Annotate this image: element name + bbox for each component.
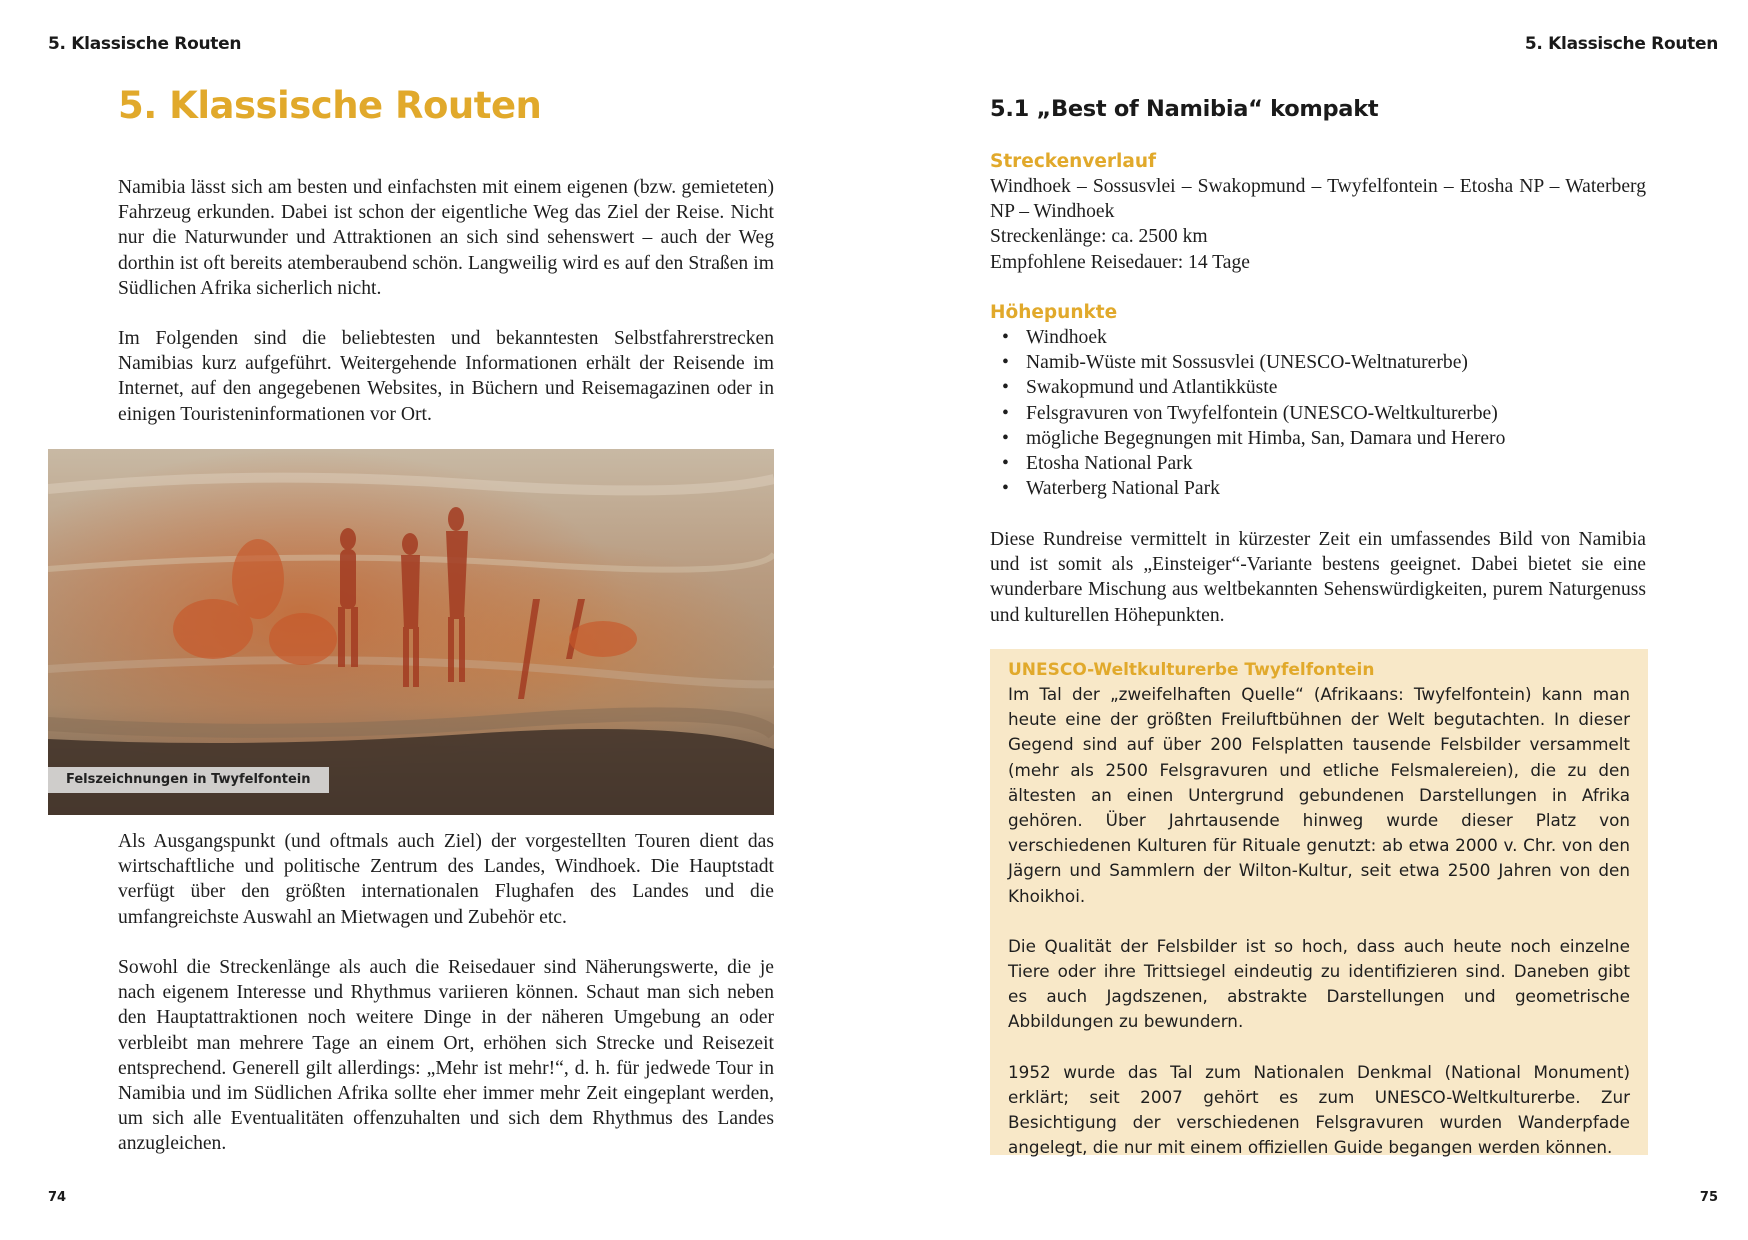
starting-point-paragraph: Als Ausgangspunkt (und oftmals auch Ziel) der vorgestellten Touren dient das wirtschaftliche und politische Zentrum des Landes, Windhoek. Die Hauptstadt verfügt über den größten internationalen Flughafen des Landes und die umfangreichste Auswahl an Mietwagen und Zubehör etc.	[118, 831, 774, 928]
list-item: • Waterberg National Park	[990, 476, 1646, 501]
running-head-left: 5. Klassische Routen	[48, 34, 242, 54]
highlights-heading: Höhepunkte	[990, 302, 1118, 323]
route-text: Windhoek – Sossusvlei – Swakopmund – Twyfelfontein – Etosha NP – Waterberg NP – Windhoek	[990, 176, 1646, 223]
page-number-right: 75	[1699, 1190, 1718, 1205]
list-item: • Felsgravuren von Twyfelfontein (UNESCO-Weltkulturerbe)	[990, 401, 1646, 426]
approximation-paragraph: Sowohl die Streckenlänge als auch die Reisedauer sind Näherungswerte, die je nach eigenem Interesse und Rhythmus variieren können. Schaut man sich neben den Hauptattraktionen noch weitere Dinge in der näheren Umgebung an oder verbleibt man mehrere Tage an einem Ort, erhöhen sich Strecke und Reisezeit entsprechend. Generell gilt allerdings: „Mehr ist mehr!“, d. h. für jedwede Tour in Namibia und im Südlichen Afrika sollte eher immer mehr Zeit eingeplant werden, um sich alle Eventualitäten offenzuhalten und sich dem Rhythmus des Landes anzugleichen.	[118, 957, 774, 1155]
rock-art-photo	[48, 449, 774, 815]
info-paragraph: 1952 wurde das Tal zum Nationalen Denkmal (National Monument) erklärt; seit 2007 gehört es zum UNESCO-Weltkulturerbe. Zur Besichtigung der verschiedenen Felsgravuren wurden Wanderpfade angelegt, die nur mit einem offiziellen Guide begangen werden können.	[1008, 1061, 1630, 1158]
info-paragraph: Im Tal der „zweifelhaften Quelle“ (Afrikaans: Twyfelfontein) kann man heute eine der größten Freiluftbühnen der Welt begutachten. In dieser Gegend sind auf über 200 Felsplatten tausende Felsbilder versammelt (mehr als 2500 Felsgravuren und etliche Felsmalereien), die zu den ältesten an einen Untergrund gebundenen Darstellungen in Afrika gehören. Über Jahrtausende hinweg wurde dieser Platz von verschiedenen Kulturen für Rituale genutzt: ab etwa 2000 v. Chr. von den Jägern und Sammlern der Wilton-Kultur, seit etwa 2500 Jahren von den Khoikhoi.	[1008, 684, 1630, 906]
info-paragraph: Die Qualität der Felsbilder ist so hoch, dass auch heute noch einzelne Tiere oder ihre Trittsiegel eindeutig zu identifizieren sind. Daneben gibt es auch Jagdszenen, abstrakte Darstellungen und geometrische Abbildungen zu bewundern.	[1008, 935, 1630, 1032]
running-head-right: 5. Klassische Routen	[1524, 34, 1718, 54]
route-length: Streckenlänge: ca. 2500 km	[990, 226, 1208, 248]
info-box-title: UNESCO-Weltkulturerbe Twyfelfontein	[1008, 660, 1375, 680]
list-item: • Etosha National Park	[990, 451, 1646, 476]
photo-caption: Felszeichnungen in Twyfelfontein	[48, 767, 329, 793]
list-item: • mögliche Begegnungen mit Himba, San, Damara und Herero	[990, 426, 1646, 451]
list-item: • Windhoek	[990, 325, 1646, 350]
rock-painting-image	[48, 449, 774, 815]
summary-paragraph: Diese Rundreise vermittelt in kürzester Zeit ein umfassendes Bild von Namibia und ist somit als „Einsteiger“-Variante bestens geeignet. Dabei bietet sie eine wunderbare Mischung aus weltbekannten Sehenswürdigkeiten, purem Naturgenuss und kulturellen Höhepunkten.	[990, 529, 1646, 626]
routes-paragraph: Im Folgenden sind die beliebtesten und bekanntesten Selbstfahrerstrecken Namibias kurz aufgeführt. Weitergehende Informationen erhält der Reisende im Internet, auf den angegebenen Websites, in Büchern und Reisemagazinen oder in einigen Touristeninformationen vor Ort.	[118, 328, 774, 425]
list-item: • Namib-Wüste mit Sossusvlei (UNESCO-Weltnaturerbe)	[990, 350, 1646, 375]
list-item: • Swakopmund und Atlantikküste	[990, 375, 1646, 400]
page-number-left: 74	[48, 1190, 67, 1205]
unesco-info-box	[990, 649, 1648, 1158]
highlights-list	[990, 325, 1646, 501]
section-title: 5.1 „Best of Namibia“ kompakt	[990, 96, 1379, 122]
chapter-title: 5. Klassische Routen	[118, 84, 542, 127]
highlights-section	[990, 300, 1646, 501]
route-section	[990, 149, 1646, 275]
route-heading: Streckenverlauf	[990, 151, 1157, 172]
intro-paragraph: Namibia lässt sich am besten und einfachsten mit einem eigenen (bzw. gemieteten) Fahrzeug erkunden. Dabei ist schon der eigentliche Weg das Ziel der Reise. Nicht nur die Naturwunder und Attraktionen an sich sind sehenswert – auch der Weg dorthin ist oft bereits atemberaubend schön. Langweilig wird es auf den Straßen im Südlichen Afrika sicherlich nicht.	[118, 177, 774, 299]
travel-duration: Empfohlene Reisedauer: 14 Tage	[990, 251, 1250, 273]
